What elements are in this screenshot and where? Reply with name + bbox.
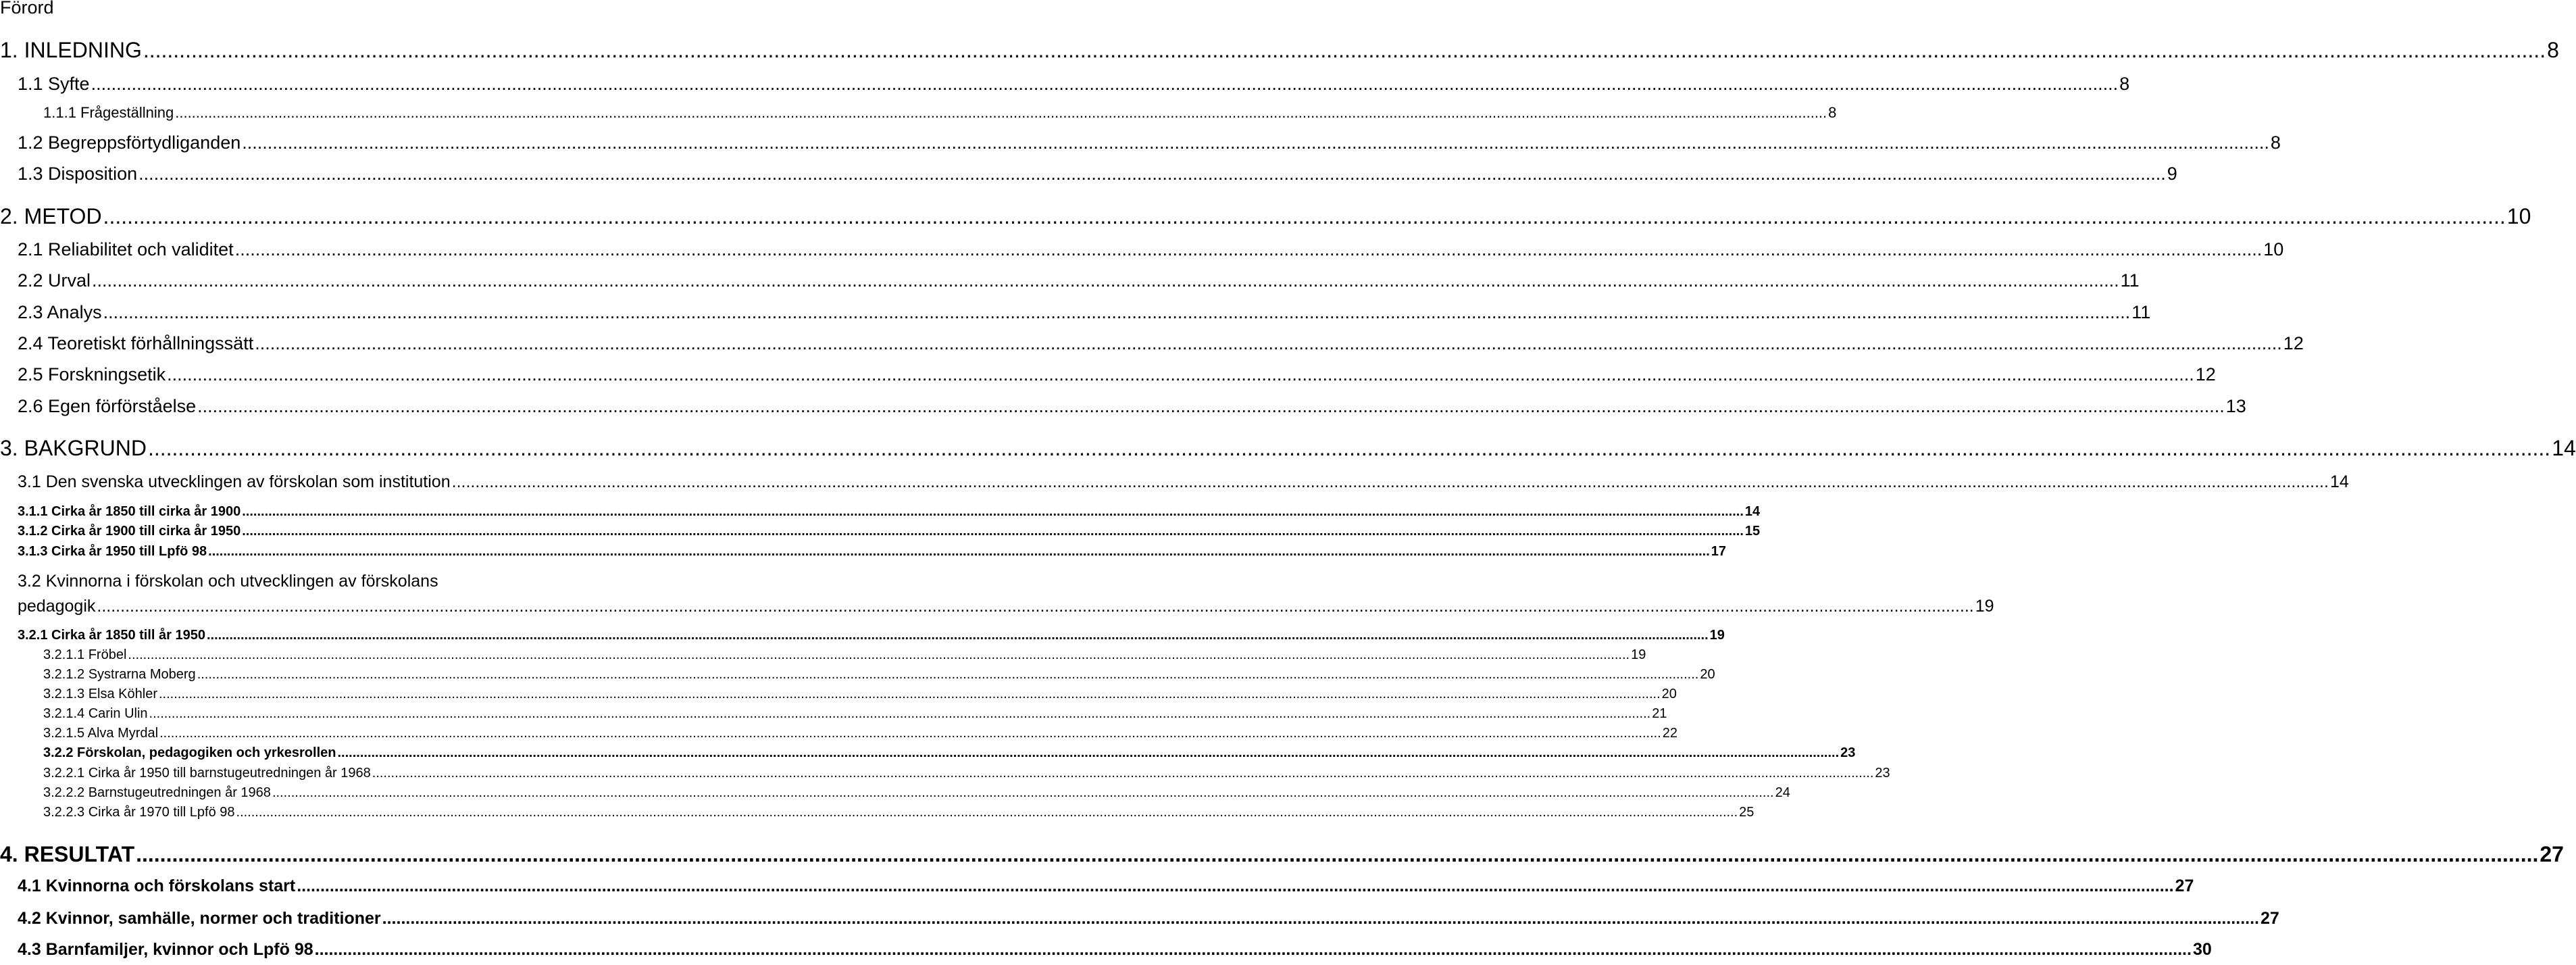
toc-leader-dots: ................................................................................................................................................................................................................................................................................................................................................................................................................ — [147, 436, 2551, 460]
toc-entry[interactable] — [18, 270, 2140, 291]
toc-entry-page: 9 — [2167, 164, 2177, 184]
toc-leader-dots: ................................................................................................................................................................................................................................................................................................................................................................................................................ — [167, 364, 2194, 385]
toc-entry-title: 3.2.1 Cirka år 1850 till år 1950 — [18, 628, 205, 643]
toc-entry-title: 3.2.2 Förskolan, pedagogiken och yrkesrollen — [43, 745, 336, 760]
toc-leader-dots: ................................................................................................................................................................................................................................................................................................................................................................................................................ — [97, 597, 1974, 616]
toc-entry[interactable] — [18, 628, 1725, 643]
toc-leader-dots: ................................................................................................................................................................................................................................................................................................................................................................................................................ — [242, 504, 1744, 519]
toc-entry-page: 19 — [1709, 628, 1725, 643]
toc-entry-title: 3.2.2.2 Barnstugeutredningen år 1968 — [43, 785, 271, 800]
toc-entry[interactable] — [18, 239, 2284, 260]
toc-entry-page: 13 — [2225, 396, 2246, 416]
toc-entry-page: 24 — [1775, 785, 1790, 800]
toc-leader-dots: ................................................................................................................................................................................................................................................................................................................................................................................................................ — [175, 104, 1827, 121]
toc-entry-page: 23 — [1875, 766, 1890, 781]
toc-entry[interactable] — [43, 766, 1890, 781]
toc-entry-page: 15 — [1744, 524, 1761, 539]
toc-leader-dots: ................................................................................................................................................................................................................................................................................................................................................................................................................ — [242, 524, 1744, 539]
toc-leader-dots: ................................................................................................................................................................................................................................................................................................................................................................................................................ — [242, 132, 2269, 153]
toc-entry[interactable] — [43, 687, 1677, 702]
toc-entry-title: 4.3 Barnfamiljer, kvinnor och Lpfö 98 — [18, 940, 313, 959]
toc-entry[interactable] — [18, 164, 2177, 184]
toc-entry-title: 2.4 Teoretiskt förhållningssätt — [18, 333, 254, 353]
toc-entry-page: 8 — [1828, 104, 1837, 121]
toc-entry[interactable] — [43, 104, 1837, 122]
toc-entry-title: 3.2.2.3 Cirka år 1970 till Lpfö 98 — [43, 805, 235, 820]
toc-entry[interactable] — [43, 726, 1677, 741]
toc-entry[interactable] — [43, 706, 1667, 722]
toc-entry-title: 3.2.1.1 Fröbel — [43, 647, 127, 662]
toc-entry-title: 3.2.1.3 Elsa Köhler — [43, 687, 157, 701]
toc-leader-dots: ................................................................................................................................................................................................................................................................................................................................................................................................................ — [197, 396, 2225, 416]
toc-entry-page: 20 — [1661, 687, 1677, 701]
toc-entry-title: 2.5 Forskningsetik — [18, 364, 166, 385]
toc-leader-dots: ................................................................................................................................................................................................................................................................................................................................................................................................................ — [382, 909, 2259, 928]
toc-entry-page: 14 — [1744, 504, 1761, 519]
toc-leader-dots: ................................................................................................................................................................................................................................................................................................................................................................................................................ — [91, 74, 2119, 94]
toc-entry-page: 19 — [1975, 597, 1994, 616]
toc-leader-dots: ................................................................................................................................................................................................................................................................................................................................................................................................................ — [337, 745, 1840, 760]
toc-entry-page: 17 — [1711, 544, 1727, 559]
toc-entry-page: 22 — [1662, 726, 1677, 741]
toc-leader-dots: ................................................................................................................................................................................................................................................................................................................................................................................................................ — [159, 726, 1661, 741]
toc-entry-title: 4.1 Kvinnorna och förskolans start — [18, 876, 296, 895]
toc-entry-title: 1.2 Begreppsförtydliganden — [18, 132, 241, 153]
toc-leader-dots: ................................................................................................................................................................................................................................................................................................................................................................................................................ — [272, 785, 1774, 800]
toc-entry[interactable] — [18, 396, 2246, 417]
toc-entry-page: 14 — [2329, 472, 2349, 491]
toc-entry-title: 3.1.2 Cirka år 1900 till cirka år 1950 — [18, 524, 241, 539]
toc-entry-page: 10 — [2263, 239, 2284, 259]
toc-entry[interactable] — [18, 876, 2194, 896]
toc-entry-title: 3.2.1.4 Carin Ulin — [43, 706, 148, 721]
toc-leader-dots: ................................................................................................................................................................................................................................................................................................................................................................................................................ — [372, 766, 1874, 781]
toc-entry-title: 3.1.1 Cirka år 1850 till cirka år 1900 — [18, 504, 241, 519]
toc-leader-dots: ................................................................................................................................................................................................................................................................................................................................................................................................................ — [128, 647, 1630, 662]
toc-entry-title: 2.3 Analys — [18, 302, 102, 322]
toc-entry[interactable] — [0, 204, 2531, 229]
toc-entry-page: 27 — [2175, 876, 2194, 895]
toc-entry[interactable] — [18, 364, 2216, 385]
toc-entry[interactable] — [0, 38, 2559, 63]
toc-entry[interactable] — [18, 524, 1761, 539]
toc-leader-dots: ................................................................................................................................................................................................................................................................................................................................................................................................................ — [236, 805, 1738, 820]
toc-entry[interactable] — [18, 74, 2130, 95]
toc-leader-dots: ................................................................................................................................................................................................................................................................................................................................................................................................................ — [314, 940, 2192, 959]
toc-entry[interactable] — [18, 940, 2212, 960]
toc-entry[interactable] — [43, 745, 1856, 761]
toc-entry-page: 19 — [1631, 647, 1646, 662]
toc-entry-title: 3.1 Den svenska utvecklingen av förskolan som institution — [18, 472, 451, 491]
toc-entry-page: 25 — [1739, 805, 1754, 820]
toc-entry-title: 3. BAKGRUND — [0, 436, 147, 460]
heading-forord: Förord — [0, 0, 54, 18]
toc-entry-title: 1.1.1 Frågeställning — [43, 104, 174, 121]
toc-entry[interactable] — [43, 805, 1754, 820]
toc-entry[interactable] — [0, 436, 2576, 461]
toc-entry[interactable] — [18, 132, 2281, 153]
toc-entry-page: 12 — [2283, 333, 2304, 353]
toc-entry-title: 4. RESULTAT — [0, 842, 135, 866]
toc-entry-title: 3.2.1.5 Alva Myrdal — [43, 726, 159, 741]
toc-entry-page: 30 — [2192, 940, 2212, 959]
toc-leader-dots: ................................................................................................................................................................................................................................................................................................................................................................................................................ — [255, 333, 2282, 353]
toc-leader-dots: ................................................................................................................................................................................................................................................................................................................................................................................................................ — [143, 38, 2546, 62]
toc-entry-title: pedagogik — [18, 597, 96, 616]
toc-leader-dots: ................................................................................................................................................................................................................................................................................................................................................................................................................ — [92, 270, 2119, 291]
toc-entry-title: 2.6 Egen förförståelse — [18, 396, 197, 416]
toc-entry[interactable] — [43, 785, 1790, 801]
toc-entry-page: 11 — [2131, 302, 2151, 322]
toc-leader-dots: ................................................................................................................................................................................................................................................................................................................................................................................................................ — [103, 204, 2506, 228]
toc-entry-page: 8 — [2547, 38, 2559, 62]
toc-entry-title: 1.3 Disposition — [18, 164, 138, 184]
toc-leader-dots: ................................................................................................................................................................................................................................................................................................................................................................................................................ — [206, 628, 1709, 643]
toc-entry[interactable] — [43, 647, 1646, 663]
toc-entry-title: 3.2.1.2 Systrarna Moberg — [43, 667, 196, 682]
toc-entry-title: 2. METOD — [0, 204, 102, 228]
toc-entry-page: 8 — [2119, 74, 2130, 94]
toc-entry[interactable] — [18, 472, 2349, 492]
toc-leader-dots: ................................................................................................................................................................................................................................................................................................................................................................................................................ — [208, 544, 1710, 559]
toc-leader-dots: ................................................................................................................................................................................................................................................................................................................................................................................................................ — [297, 876, 2174, 895]
toc-entry-page: 11 — [2120, 270, 2140, 291]
toc-leader-dots: ................................................................................................................................................................................................................................................................................................................................................................................................................ — [197, 667, 1699, 682]
toc-entry-page: 27 — [2260, 909, 2279, 928]
toc-entry[interactable] — [18, 504, 1761, 520]
toc-leader-dots: ................................................................................................................................................................................................................................................................................................................................................................................................................ — [149, 706, 1651, 721]
toc-entry-title-wrapped[interactable]: 3.2 Kvinnorna i förskolan och utvecklingen av förskolans — [18, 572, 438, 591]
toc-leader-dots: ................................................................................................................................................................................................................................................................................................................................................................................................................ — [159, 687, 1661, 701]
toc-entry-page: 8 — [2270, 132, 2281, 153]
toc-entry-page: 12 — [2195, 364, 2216, 385]
toc-leader-dots: ................................................................................................................................................................................................................................................................................................................................................................................................................ — [136, 842, 2539, 866]
toc-leader-dots: ................................................................................................................................................................................................................................................................................................................................................................................................................ — [103, 302, 2131, 322]
toc-leader-dots: ................................................................................................................................................................................................................................................................................................................................................................................................................ — [451, 472, 2329, 491]
toc-entry[interactable] — [18, 544, 1727, 560]
toc-entry[interactable] — [43, 667, 1715, 683]
toc-entry-page: 14 — [2552, 436, 2576, 460]
toc-leader-dots: ................................................................................................................................................................................................................................................................................................................................................................................................................ — [138, 164, 2166, 184]
toc-entry-title: 1. INLEDNING — [0, 38, 142, 62]
toc-entry-title: 1.1 Syfte — [18, 74, 90, 94]
toc-entry-title: 2.2 Urval — [18, 270, 91, 291]
toc-leader-dots: ................................................................................................................................................................................................................................................................................................................................................................................................................ — [234, 239, 2263, 259]
toc-entry[interactable] — [0, 842, 2564, 867]
toc-entry-title: 3.2.2.1 Cirka år 1950 till barnstugeutredningen år 1968 — [43, 766, 371, 781]
toc-entry-page: 23 — [1840, 745, 1856, 760]
toc-entry-page: 10 — [2506, 204, 2531, 228]
toc-entry[interactable] — [18, 909, 2279, 929]
toc-entry[interactable] — [18, 333, 2304, 354]
toc-entry-title: 3.1.3 Cirka år 1950 till Lpfö 98 — [18, 544, 207, 559]
toc-entry[interactable] — [18, 597, 1994, 616]
toc-entry-title: 4.2 Kvinnor, samhälle, normer och traditioner — [18, 909, 381, 928]
toc-entry-page: 21 — [1652, 706, 1667, 721]
toc-entry-page: 20 — [1700, 667, 1715, 682]
toc-entry-title: 2.1 Reliabilitet och validitet — [18, 239, 234, 259]
toc-entry-page: 27 — [2540, 842, 2564, 866]
toc-entry[interactable] — [18, 302, 2151, 323]
